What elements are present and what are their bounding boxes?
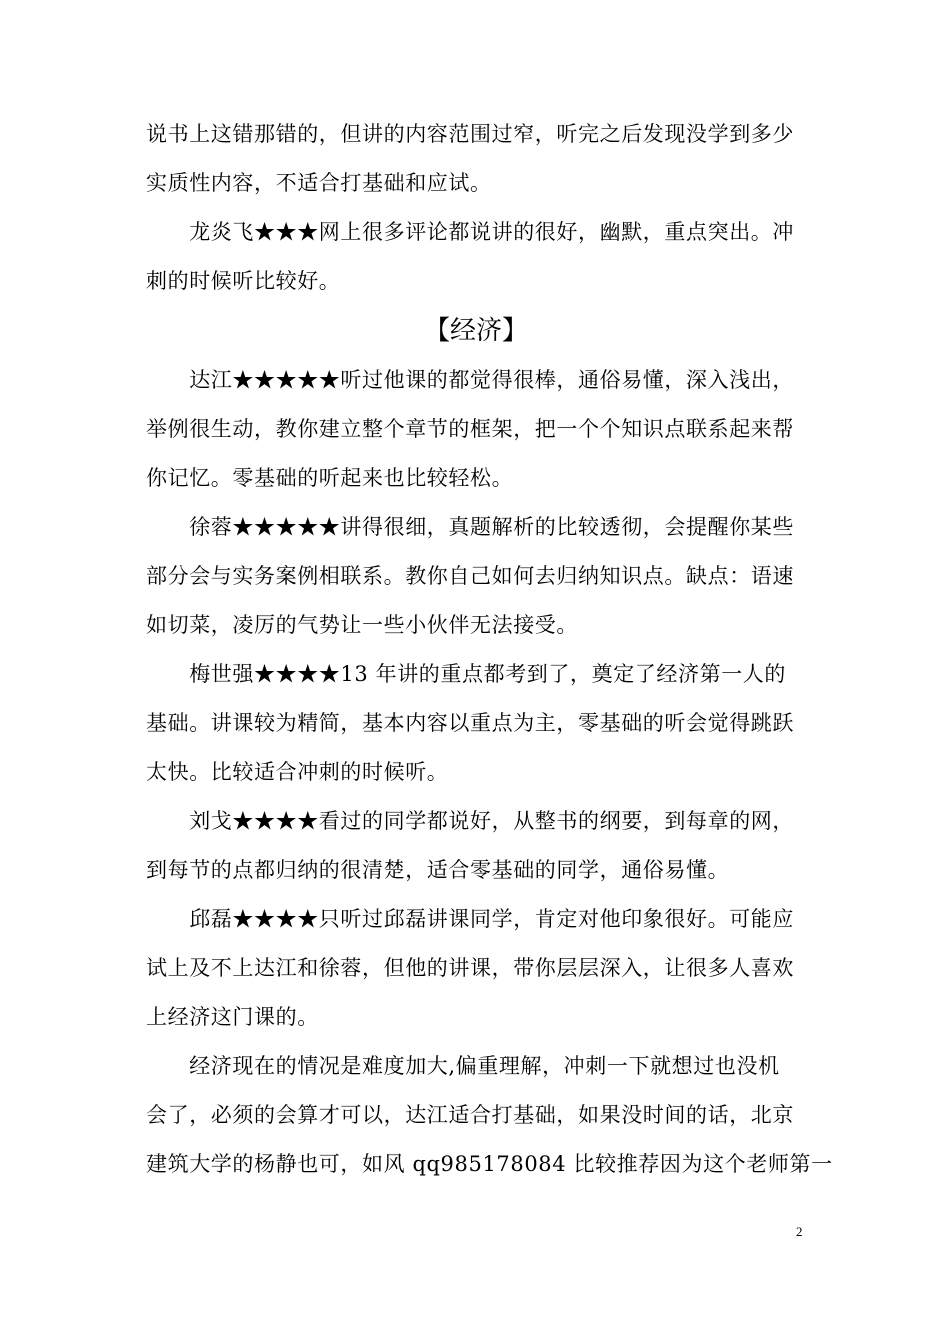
paragraph-line: 实质性内容，不适合打基础和应试。 (146, 171, 492, 195)
paragraph-line: 刺的时候听比较好。 (146, 269, 341, 293)
paragraph-line: 上经济这门课的。 (146, 1005, 319, 1029)
paragraph-line: 基础。讲课较为精简，基本内容以重点为主，零基础的听会觉得跳跃 (146, 711, 794, 735)
paragraph-line: 到每节的点都归纳的很清楚，适合零基础的同学，通俗易懂。 (146, 858, 730, 882)
paragraph-line: 刘戈★★★★看过的同学都说好，从整书的纲要，到每章的网， (146, 809, 794, 833)
page-number: 2 (796, 1224, 803, 1239)
paragraph-line: 你记忆。零基础的听起来也比较轻松。 (146, 466, 514, 490)
paragraph-line: 部分会与实务案例相联系。教你自己如何去归纳知识点。缺点：语速 (146, 564, 794, 588)
paragraph-line: 经济现在的情况是难度加大,偏重理解，冲刺一下就想过也没机 (146, 1054, 780, 1078)
paragraph-line: 徐蓉★★★★★讲得很细，真题解析的比较透彻，会提醒你某些 (146, 515, 794, 539)
paragraph-line: 太快。比较适合冲刺的时候听。 (146, 760, 449, 784)
paragraph-line: 建筑大学的杨静也可，如风 qq985178084 比较推荐因为这个老师第一 (146, 1152, 833, 1176)
section-heading: 【经济】 (423, 316, 528, 346)
paragraph-line: 会了，必须的会算才可以，达江适合打基础，如果没时间的话，北京 (146, 1103, 794, 1127)
paragraph-line: 试上及不上达江和徐蓉，但他的讲课，带你层层深入，让很多人喜欢 (146, 956, 794, 980)
paragraph-line: 龙炎飞★★★网上很多评论都说讲的很好，幽默，重点突出。冲 (146, 220, 794, 244)
paragraph-line: 如切菜，凌厉的气势让一些小伙伴无法接受。 (146, 613, 578, 637)
paragraph-line: 说书上这错那错的，但讲的内容范围过窄，听完之后发现没学到多少 (146, 122, 794, 146)
paragraph-line: 梅世强★★★★13 年讲的重点都考到了，奠定了经济第一人的 (146, 662, 786, 686)
document-body (146, 110, 833, 1189)
paragraph-line: 达江★★★★★听过他课的都觉得很棒，通俗易懂，深入浅出， (146, 368, 794, 392)
paragraph-line: 邱磊★★★★只听过邱磊讲课同学，肯定对他印象很好。可能应 (146, 907, 794, 931)
paragraph-line: 举例很生动，教你建立整个章节的框架，把一个个知识点联系起来帮 (146, 417, 794, 441)
